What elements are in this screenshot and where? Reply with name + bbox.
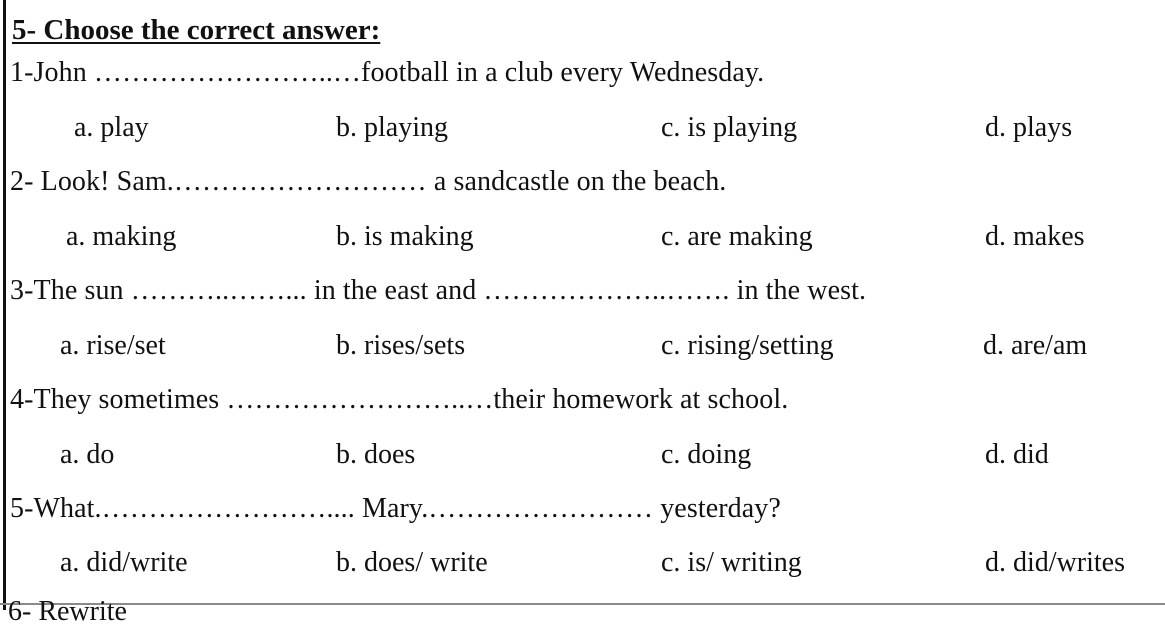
question-3: 3-The sun ………..……... in the east and ………………..……. in the west. — [10, 275, 867, 306]
question-2: 2- Look! Sam.……………………… a sandcastle on the beach. — [10, 166, 727, 197]
next-section-heading-cut: 6- Rewrite — [8, 596, 127, 627]
question-4: 4-They sometimes ……………………..…their homework at school. — [10, 384, 789, 415]
question-5-option-a[interactable]: a. did/write — [60, 547, 188, 578]
question-4-option-d[interactable]: d. did — [985, 439, 1049, 470]
question-2-option-a[interactable]: a. making — [66, 221, 177, 252]
question-1-option-b[interactable]: b. playing — [336, 112, 448, 143]
question-2-option-d[interactable]: d. makes — [985, 221, 1085, 252]
question-4-option-a[interactable]: a. do — [60, 439, 115, 470]
section-divider — [0, 603, 1165, 605]
question-5-option-b[interactable]: b. does/ write — [336, 547, 488, 578]
question-2-option-c[interactable]: c. are making — [661, 221, 813, 252]
question-5: 5-What.…………………….... Mary.…………………… yesterday? — [10, 493, 781, 524]
question-3-option-b[interactable]: b. rises/sets — [336, 330, 466, 361]
question-1-option-a[interactable]: a. play — [74, 112, 149, 143]
question-1: 1-John ……………………..…football in a club every Wednesday. — [10, 57, 765, 88]
question-1-option-c[interactable]: c. is playing — [661, 112, 798, 143]
question-5-option-c[interactable]: c. is/ writing — [661, 547, 802, 578]
question-3-option-c[interactable]: c. rising/setting — [661, 330, 834, 361]
question-5-option-d[interactable]: d. did/writes — [985, 547, 1125, 578]
question-3-option-a[interactable]: a. rise/set — [60, 330, 166, 361]
question-1-option-d[interactable]: d. plays — [985, 112, 1073, 143]
question-3-option-d[interactable]: d. are/am — [983, 330, 1088, 361]
question-4-option-c[interactable]: c. doing — [661, 439, 752, 470]
exercise-title: 5- Choose the correct answer: — [12, 14, 381, 46]
question-2-option-b[interactable]: b. is making — [336, 221, 474, 252]
question-4-option-b[interactable]: b. does — [336, 439, 416, 470]
page-left-border — [3, 0, 6, 610]
